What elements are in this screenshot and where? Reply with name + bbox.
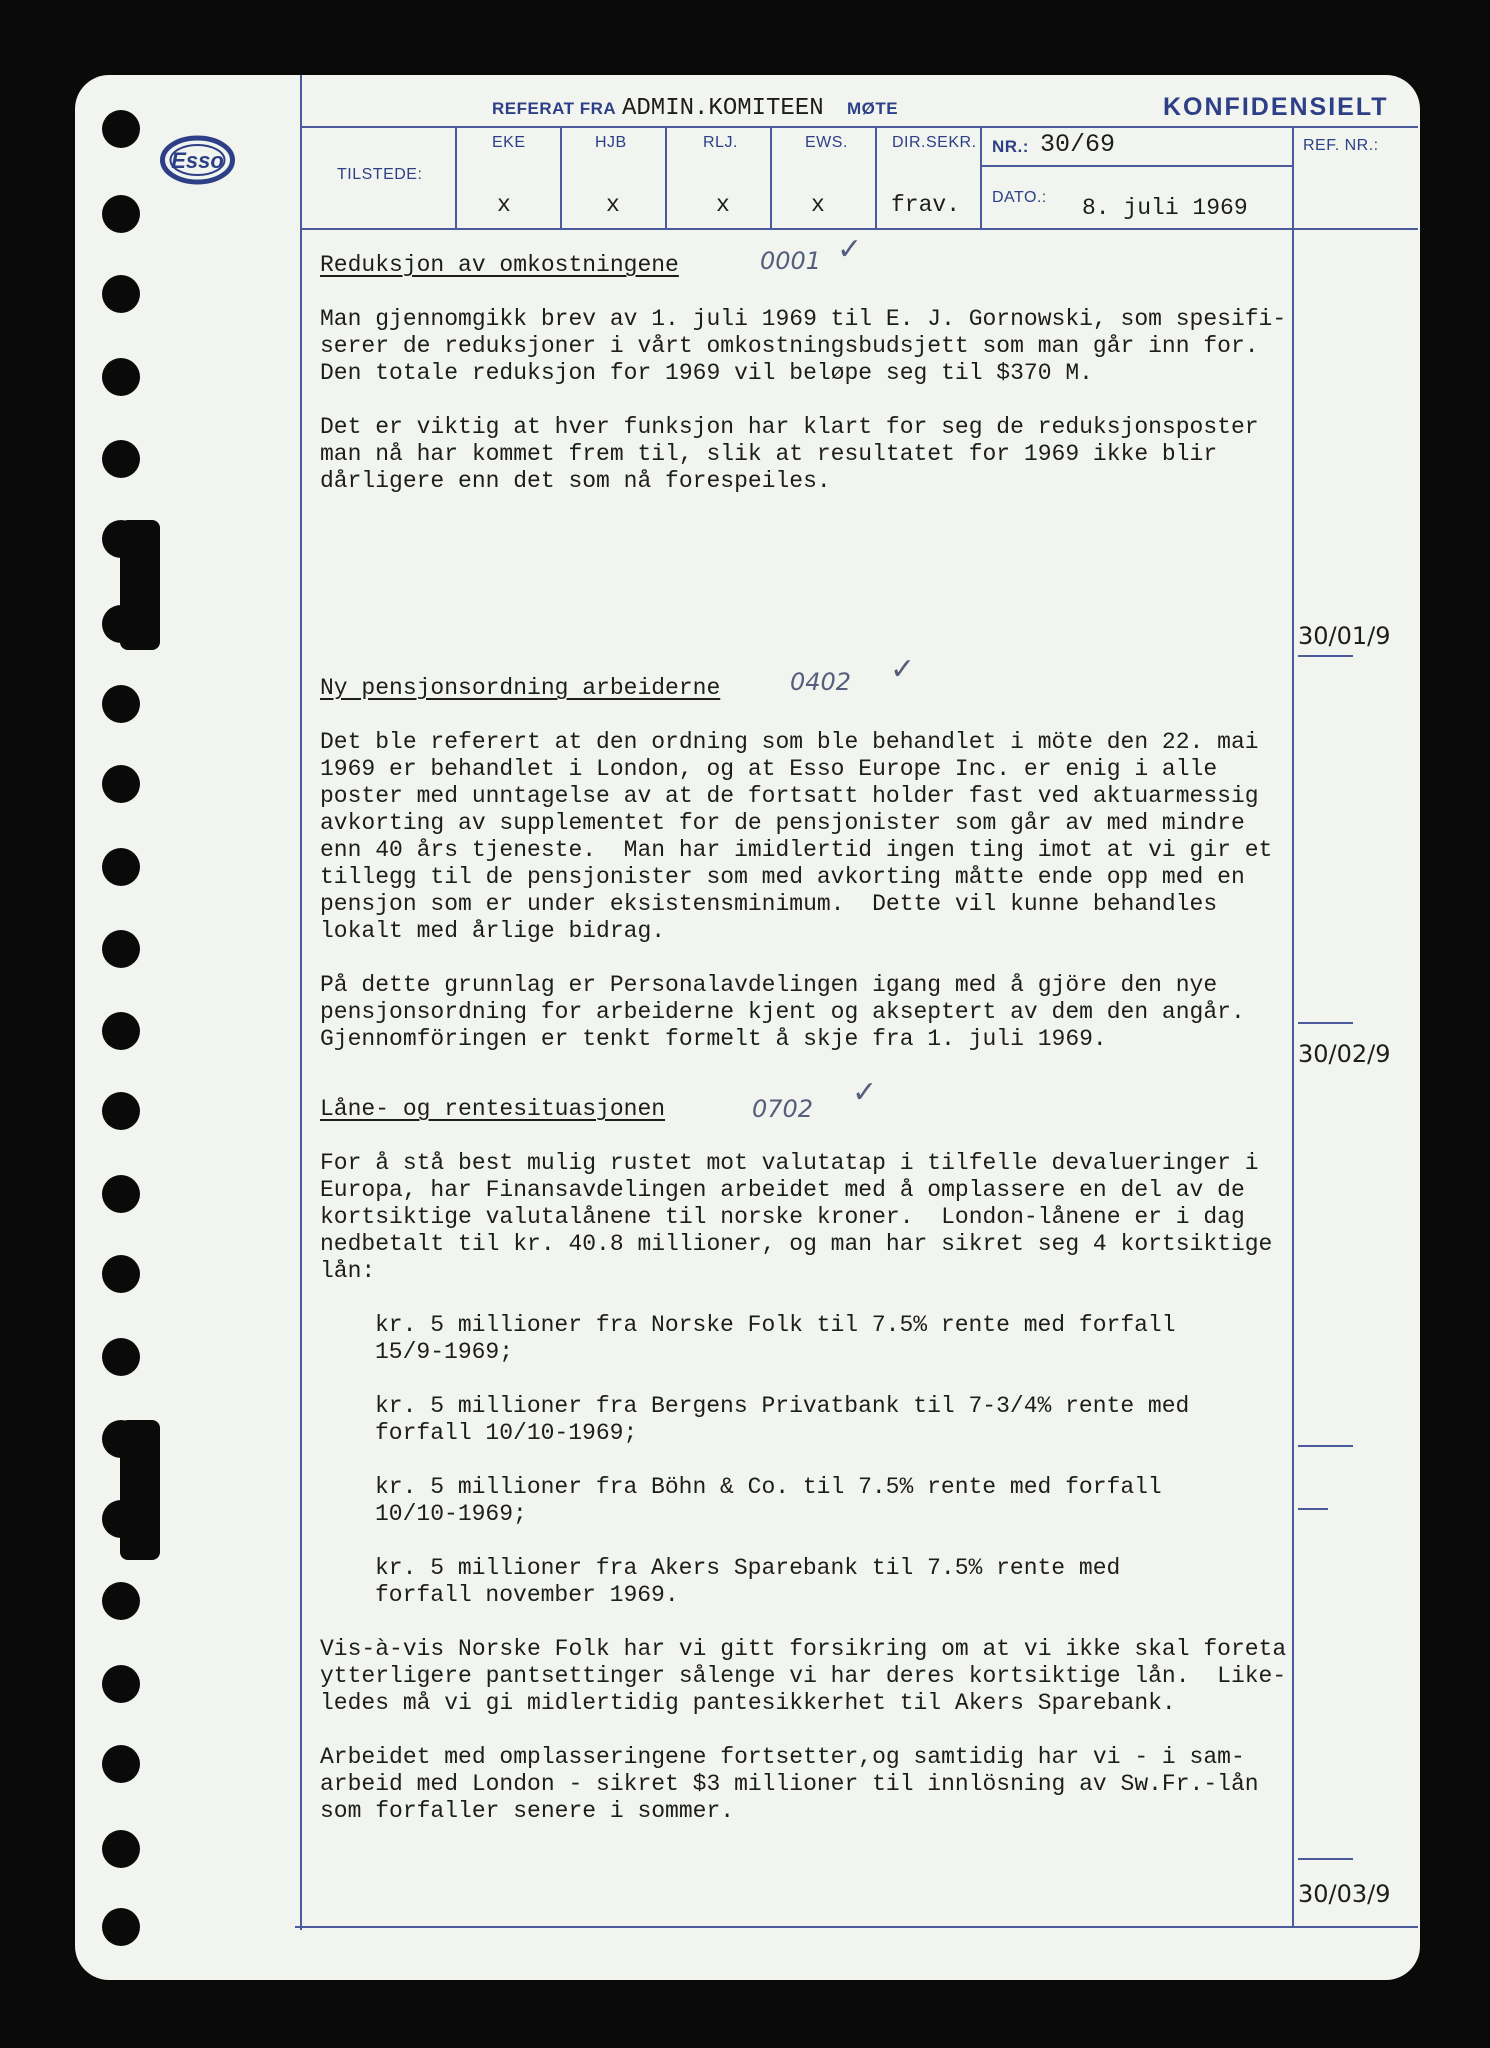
paragraph [320,972,1280,1053]
nr-rule [980,165,1292,167]
text-line: ledes må vi gi midlertidig pantesikkerhet til Akers Sparebank. [320,1690,1176,1716]
ref-tick [1298,1445,1353,1447]
ref-nr-label: REF. NR.: [1303,137,1379,154]
text-line: pensjonsordning for arbeiderne kjent og akseptert av dem den angår. [320,999,1245,1025]
ref-number: 30/03/9 [1298,1880,1391,1908]
paragraph [320,414,1280,495]
section-heading: Ny pensjonsordning arbeiderne [320,675,721,701]
column-divider [770,126,772,228]
paragraph [320,1636,1287,1717]
attendee-code: HJB [595,134,627,151]
text-line: Man gjennomgikk brev av 1. juli 1969 til E. J. Gornowski, som spesifi- [320,306,1287,332]
text-line: 15/9-1969; [375,1339,514,1365]
text-line: Det er viktig at hver funksjon har klart for seg de reduksjonsposter [320,414,1259,440]
punch-hole [102,1582,140,1620]
text-line: lån: [320,1258,376,1284]
punch-hole [102,1092,140,1130]
referat-label: REFERAT FRA [492,99,617,118]
binder-tab [120,520,160,650]
text-line: kr. 5 millioner fra Akers Sparebank til 7.5% rente med [375,1555,1121,1581]
tilstede-label: TILSTEDE: [337,166,423,183]
attendee-code: RLJ. [703,134,738,151]
left-margin-rule [300,75,302,1930]
column-divider [455,126,457,228]
ref-tick [1298,655,1353,657]
text-line: tillegg til de pensjonister som med avkorting måtte ende opp med en [320,864,1245,890]
paragraph [320,306,1287,387]
punch-hole [102,848,140,886]
text-line: 1969 er behandlet i London, og at Esso Europe Inc. er enig i alle [320,756,1218,782]
attendance-mark: x [606,192,620,218]
section-reduksjon [320,252,1287,495]
header-rule [300,126,1418,128]
attendance-mark: x [716,192,730,218]
text-line: For å stå best mulig rustet mot valutatap i tilfelle devalueringer i [320,1150,1259,1176]
checkmark-icon: ✓ [837,232,863,267]
esso-logo [160,135,235,185]
punch-hole [102,765,140,803]
dato-label: DATO.: [992,189,1047,206]
column-divider [560,126,562,228]
text-line: forfall november 1969. [375,1582,679,1608]
checkmark-icon: ✓ [890,652,916,687]
ref-tick [1298,1508,1328,1510]
text-line: 10/10-1969; [375,1501,527,1527]
loan-item [320,1555,1280,1609]
text-line: serer de reduksjoner i vårt omkostningsbudsjett som man går inn for. [320,333,1259,359]
column-divider [665,126,667,228]
section-heading: Låne- og rentesituasjonen [320,1096,666,1122]
text-line: enn 40 års tjeneste. Man har imidlertid ingen ting imot at vi gir et [320,837,1273,863]
meeting-date: 8. juli 1969 [1082,195,1248,221]
bottom-rule [295,1926,1418,1928]
text-line: Europa, har Finansavdelingen arbeidet med å omplassere en del av de [320,1177,1245,1203]
paragraph [320,1744,1280,1825]
punch-hole [102,930,140,968]
punch-hole [102,1175,140,1213]
text-line: Arbeidet med omplasseringene fortsetter,og samtidig har vi - i sam- [320,1744,1245,1770]
text-line: Gjennomföringen er tenkt formelt å skje fra 1. juli 1969. [320,1026,1107,1052]
column-divider [980,126,982,228]
text-line: Vis-à-vis Norske Folk har vi gitt forsikring om at vi ikke skal foreta [320,1636,1287,1662]
text-line: På dette grunnlag er Personalavdelingen igang med å gjöre den nye [320,972,1218,998]
text-line: Den totale reduksjon for 1969 vil beløpe seg til $370 M. [320,360,1093,386]
file-code-annotation: 0702 [752,1095,814,1123]
text-line: poster med unntagelse av at de fortsatt holder fast ved aktuarmessig [320,783,1259,809]
punch-hole [102,440,140,478]
ref-tick [1298,1022,1353,1024]
header-bottom-rule [300,228,1418,230]
punch-hole [102,1338,140,1376]
committee-name: ADMIN.KOMITEEN [622,95,824,122]
svg-text:Esso: Esso [171,148,224,173]
text-line: som forfaller senere i sommer. [320,1798,735,1824]
punch-hole [102,110,140,148]
paragraph [320,729,1280,945]
ref-number: 30/02/9 [1298,1040,1391,1068]
punch-hole [102,1745,140,1783]
punch-hole [102,1255,140,1293]
ref-tick [1298,1858,1353,1860]
section-laan [320,1096,1287,1825]
punch-hole [102,1012,140,1050]
section-pensjon [320,675,1280,1053]
meeting-number: 30/69 [1040,130,1116,159]
nr-label: NR.: [992,137,1029,156]
text-line: avkorting av supplementet for de pensjonister som går av med mindre [320,810,1245,836]
file-code-annotation: 0001 [760,247,822,275]
attendance-mark: x [497,192,511,218]
punch-hole [102,1665,140,1703]
file-code-annotation: 0402 [790,668,852,696]
attendance-mark: frav. [891,192,961,218]
text-line: kortsiktige valutalånene til norske kroner. London-lånene er i dag [320,1204,1245,1230]
text-line: kr. 5 millioner fra Böhn & Co. til 7.5% rente med forfall [375,1474,1162,1500]
binder-tab [120,1420,160,1560]
text-line: nedbetalt til kr. 40.8 millioner, og man har sikret seg 4 kortsiktige [320,1231,1273,1257]
column-divider [875,126,877,228]
text-line: forfall 10/10-1969; [375,1420,638,1446]
punch-hole [102,195,140,233]
text-line: pensjon som er under eksistensminimum. Dette vil kunne behandles [320,891,1218,917]
punch-hole [102,358,140,396]
text-line: man nå har kommet frem til, slik at resultatet for 1969 ikke blir [320,441,1218,467]
mote-label: MØTE [847,99,899,118]
punch-hole [102,685,140,723]
loan-item [320,1312,1280,1366]
punch-hole [102,1830,140,1868]
confidential-label: KONFIDENSIELT [1163,93,1389,121]
text-line: dårligere enn det som nå forespeiles. [320,468,831,494]
ref-number: 30/01/9 [1298,622,1391,650]
section-heading: Reduksjon av omkostningene [320,252,679,278]
text-line: ytterligere pantsettinger sålenge vi har deres kortsiktige lån. Like- [320,1663,1287,1689]
paragraph [320,1150,1280,1285]
attendee-code: EWS. [805,134,848,151]
punch-hole [102,1908,140,1946]
text-line: arbeid med London - sikret $3 millioner til innlösning av Sw.Fr.-lån [320,1771,1259,1797]
attendee-code: EKE [492,134,526,151]
right-margin-rule [1292,126,1294,1926]
attendance-mark: x [811,192,825,218]
text-line: lokalt med årlige bidrag. [320,918,666,944]
attendee-code: DIR.SEKR. [892,134,977,151]
text-line: kr. 5 millioner fra Bergens Privatbank til 7-3/4% rente med [375,1393,1190,1419]
checkmark-icon: ✓ [852,1075,878,1110]
punch-hole [102,275,140,313]
loan-item [320,1393,1280,1447]
loan-item [320,1474,1280,1528]
text-line: Det ble referert at den ordning som ble behandlet i möte den 22. mai [320,729,1259,755]
text-line: kr. 5 millioner fra Norske Folk til 7.5% rente med forfall [375,1312,1176,1338]
